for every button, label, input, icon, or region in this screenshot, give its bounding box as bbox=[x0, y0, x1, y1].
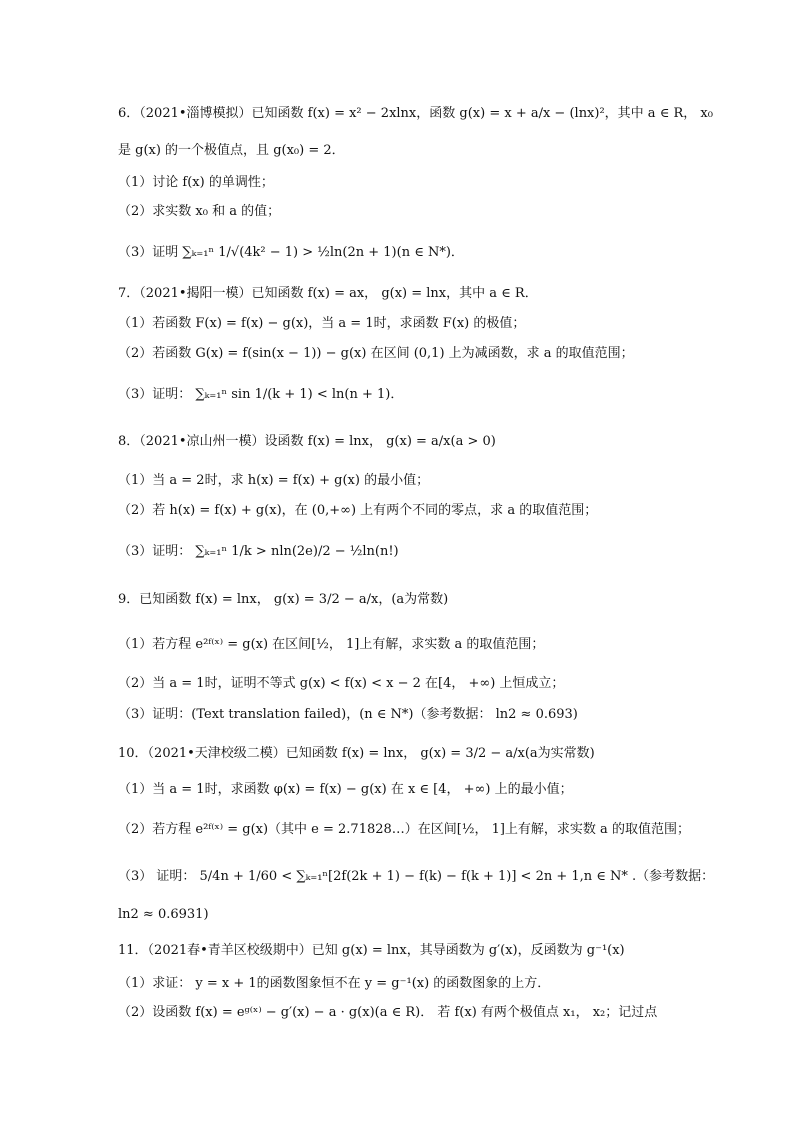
problem-6-statement-cont: 是 g(x) 的一个极值点，且 g(x₀) = 2． bbox=[118, 143, 345, 158]
problem-8-statement: 8．（2021•凉山州一模）设函数 f(x) = lnx， g(x) = a/x(a > 0) bbox=[118, 434, 496, 449]
problem-10-statement: 10．（2021•天津校级二模）已知函数 f(x) = lnx， g(x) = 3/2 − a/x(a为实常数) bbox=[118, 746, 595, 761]
problem-10-part-2: （2）若方程 e²ᶠ⁽ˣ⁾ = g(x)（其中 e = 2.71828…）在区间[½， 1]上有解，求实数 a 的取值范围； bbox=[118, 822, 690, 837]
problem-10-part-3: （3） 证明： 5/4n + 1/60 < ∑ₖ₌₁ⁿ[2f(2k + 1) − f(k) − f(k + 1)] < 2n + 1,n ∈ N* .（参考数据： bbox=[118, 869, 715, 884]
problem-6-part-2: （2）求实数 x₀ 和 a 的值； bbox=[118, 204, 281, 219]
problem-9-statement: 9．已知函数 f(x) = lnx， g(x) = 3/2 − a/x，(a为常数) bbox=[118, 592, 449, 607]
problem-11-part-2: （2）设函数 f(x) = eᵍ⁽ˣ⁾ − g′(x) − a · g(x)(a ∈ R)． 若 f(x) 有两个极值点 x₁， x₂；记过点 bbox=[118, 1005, 658, 1020]
problem-11-part-1: （1）求证： y = x + 1的函数图象恒不在 y = g⁻¹(x) 的函数图象的上方． bbox=[118, 976, 551, 991]
problem-6-part-1: （1）讨论 f(x) 的单调性； bbox=[118, 175, 274, 190]
problem-9-part-2: （2）当 a = 1时，证明不等式 g(x) < f(x) < x − 2 在[4， +∞) 上恒成立； bbox=[118, 676, 565, 691]
problem-7-statement: 7．（2021•揭阳一模）已知函数 f(x) = ax， g(x) = lnx，其中 a ∈ R． bbox=[118, 286, 538, 301]
problem-10-part-3-cont: ln2 ≈ 0.6931) bbox=[118, 907, 209, 922]
problem-9-part-1: （1）若方程 e²ᶠ⁽ˣ⁾ = g(x) 在区间[½， 1]上有解，求实数 a 的取值范围； bbox=[118, 637, 545, 652]
problem-9-part-3: （3）证明：(Text translation failed)，(n ∈ N*)（参考数据： ln2 ≈ 0.693) bbox=[118, 707, 578, 722]
problem-8-part-1: （1）当 a = 2时，求 h(x) = f(x) + g(x) 的最小值； bbox=[118, 473, 430, 488]
problem-8-part-2: （2）若 h(x) = f(x) + g(x)，在 (0,+∞) 上有两个不同的零点，求 a 的取值范围； bbox=[118, 503, 598, 518]
problem-6-part-3: （3）证明 ∑ₖ₌₁ⁿ 1/√(4k² − 1) > ½ln(2n + 1)(n ∈ N*)． bbox=[118, 245, 464, 260]
problem-10-part-1: （1）当 a = 1时，求函数 φ(x) = f(x) − g(x) 在 x ∈ [4， +∞) 上的最小值； bbox=[118, 782, 573, 797]
problem-7-part-1: （1）若函数 F(x) = f(x) − g(x)，当 a = 1时，求函数 F(x) 的极值； bbox=[118, 316, 526, 331]
problem-7-part-2: （2）若函数 G(x) = f(sin(x − 1)) − g(x) 在区间 (0,1) 上为减函数，求 a 的取值范围； bbox=[118, 346, 634, 361]
problem-7-part-3: （3）证明： ∑ₖ₌₁ⁿ sin 1/(k + 1) < ln(n + 1)． bbox=[118, 387, 404, 402]
problem-11-statement: 11．（2021春•青羊区校级期中）已知 g(x) = lnx，其导函数为 g′(x)，反函数为 g⁻¹(x) bbox=[118, 943, 625, 958]
problem-6-statement: 6．（2021•淄博模拟）已知函数 f(x) = x² − 2xlnx，函数 g(x) = x + a/x − (lnx)²，其中 a ∈ R， x₀ bbox=[118, 106, 713, 121]
problem-8-part-3: （3）证明： ∑ₖ₌₁ⁿ 1/k > nln(2e)/2 − ½ln(n!) bbox=[118, 544, 399, 559]
